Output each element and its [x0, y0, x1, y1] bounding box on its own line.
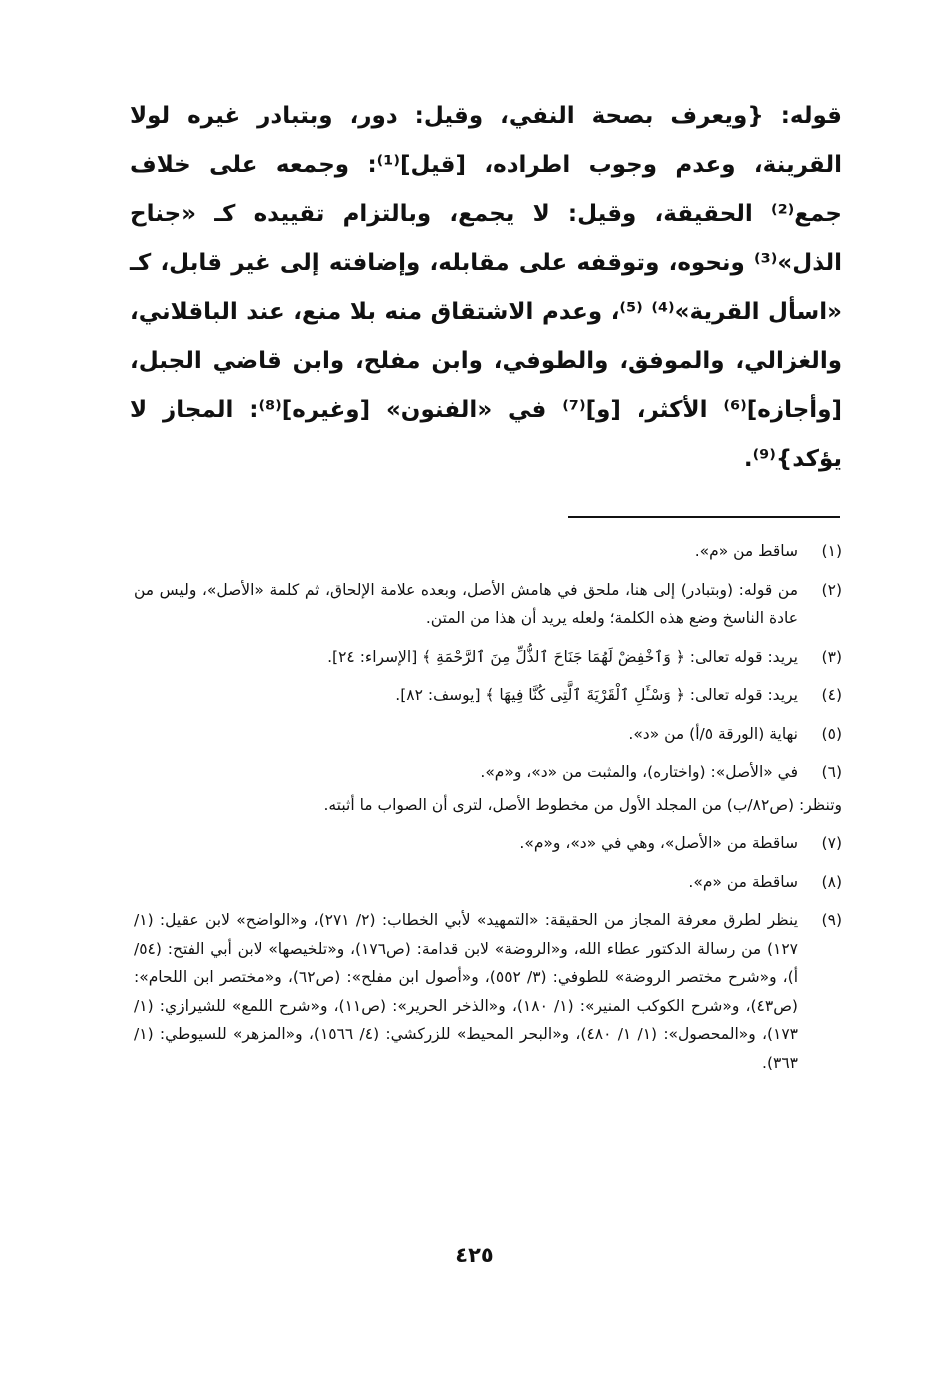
footnote-6-continuation — [134, 791, 842, 820]
footnote-number: (١) — [821, 542, 842, 560]
footnote-4 — [134, 681, 842, 710]
footnote-text: ساقط من «م». — [694, 542, 798, 560]
footnote-2 — [134, 576, 842, 633]
footnote-number: (٨) — [821, 872, 842, 891]
footnote-divider — [568, 516, 840, 518]
footnotes — [134, 537, 842, 1087]
footnote-text: من قوله: (وبتبادر) إلى هنا، ملحق في هامش الأصل، وبعده علامة الإلحاق، ثم كلمة «الأصل»، وليس من عادة الناسخ وضع هذه الكلمة؛ ولعله يريد أن هذا من المتن. — [134, 580, 798, 627]
footnote-text: نهاية (الورقة ٥/أ) من «د». — [628, 724, 798, 743]
footnote-text: في «الأصل»: (واختاره)، والمثبت من «د»، و«م». — [480, 763, 798, 781]
footnote-number: (٢) — [821, 580, 842, 599]
footnote-number: (٧) — [821, 834, 842, 852]
footnote-3 — [134, 643, 842, 672]
footnote-8 — [134, 868, 842, 897]
main-text: قوله: {ويعرف بصحة النفي، وقيل: دور، وبتبادر غيره لولا القرينة، وعدم وجوب اطراده، [قيل]⁽¹⁾: وجمعه على خلاف جمع⁽²⁾ الحقيقة، وقيل: لا يجمع، وبالتزام تقييده كـ «جناح الذل»⁽³⁾ ونحوه، وتوقفه على مقابله، وإضافته إلى غير قابل، كـ «اسأل القرية»⁽⁴⁾ ⁽⁵⁾، وعدم الاشتقاق منه بلا منع، عند الباقلاني، والغزالي، والموفق، والطوفي، وابن مفلح، وابن قاضي الجبل، [وأجازه]⁽⁶⁾ الأكثر، [و]⁽⁷⁾ في «الفنون» [وغيره]⁽⁸⁾: المجاز لا يؤكد}⁽⁹⁾. — [130, 103, 843, 472]
footnote-text: ينظر لطرق معرفة المجاز من الحقيقة: «التمهيد» لأبي الخطاب: (٢/ ٢٧١)، و«الواضح» لابن عقيل: (١/ ١٢٧) من رسالة الدكتور عطاء الله، و«الروضة» لابن قدامة: (ص١٧٦)، و«تلخيصها» لابن أبي الفتح: (٥٤/أ)، و«شرح مختصر الروضة» للطوفي: (٣/ ٥٥٢)، و«أصول ابن مفلح»: (ص٦٢)، و«مختصر ابن اللحام»: (ص٤٣)، و«شرح الكوكب المنير»: (١/ ١٨٠)، و«الذخر الحرير»: (ص١١)، و«شرح اللمع» للشيرازي: (١/ ١٧٣)، و«المحصول»: (١/ ١/ ٤٨٠)، و«البحر المحيط» للزركشي: (٤/ ١٥٦٦)، و«المزهر» للسيوطي: (١/ ٣٦٣). — [134, 911, 799, 1072]
footnote-text: وتنظر: (ص٨٢/ب) من المجلد الأول من مخطوط الأصل، لترى أن الصواب ما أثبته. — [323, 795, 842, 814]
footnote-text: ساقطة من «م». — [688, 872, 798, 891]
page-number: ٤٢٥ — [455, 1243, 494, 1267]
footnote-text: يريد: قوله تعالى: ﴿ وَسْـَٔلِ ٱلْقَرْيَةَ ٱلَّتِى كُنَّا فِيهَا ﴾ [يوسف: ٨٢]. — [395, 686, 798, 704]
footnote-1 — [134, 537, 842, 566]
footnote-number: (٩) — [821, 911, 842, 929]
footnote-text: يريد: قوله تعالى: ﴿ وَٱخْفِضْ لَهُمَا جَنَاحَ ٱلذُّلِّ مِنَ ٱلرَّحْمَةِ ﴾ [الإسراء: ٢٤]. — [327, 647, 798, 666]
footnote-text: ساقطة من «الأصل»، وهي في «د»، و«م». — [519, 834, 798, 852]
footnote-number: (٣) — [821, 647, 842, 666]
footnote-number: (٤) — [821, 686, 842, 704]
footnote-number: (٥) — [821, 724, 842, 743]
footnote-6 — [134, 758, 842, 787]
footnote-9 — [134, 906, 842, 1077]
footnote-5 — [134, 720, 842, 749]
footnote-7 — [134, 829, 842, 858]
footnote-number: (٦) — [821, 763, 842, 781]
